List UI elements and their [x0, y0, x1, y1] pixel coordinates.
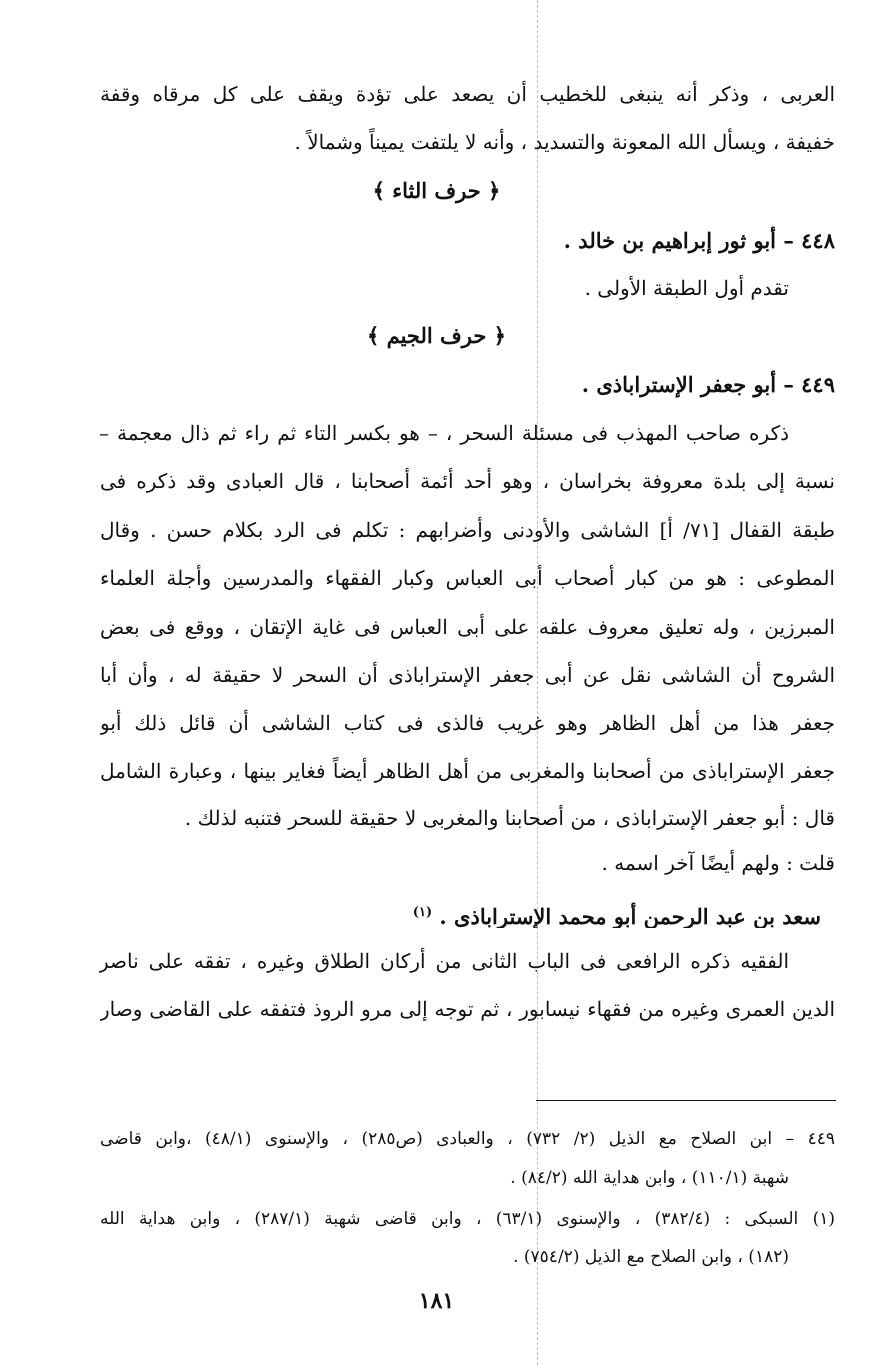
footnote-line: (١) السبكى : (٣٨٢/٤) ، والإسنوى (٦٣/١) ، وابن قاضى شهبة (٢٨٧/١) ، وابن هداية الله [100, 1209, 835, 1229]
entry-title-448: ٤٤٨ – أبو ثور إبراهيم بن خالد . [563, 228, 835, 253]
body-line: المبرزين ، وله تعليق معروف علقه على أبى العباس فى غاية الإتقان ، ووقع فى بعض [100, 615, 835, 639]
entry-title-saad-text: سعد بن عبد الرحمن أبو محمد الإستراباذى . [439, 904, 821, 928]
entry-title-saad [86, 898, 821, 928]
body-line: تقدم أول الطبقة الأولى . [584, 276, 789, 300]
section-heading-ta: ﴿ حرف الثاء ﴾ [372, 178, 501, 203]
section-heading-jim: ﴿ حرف الجيم ﴾ [367, 323, 506, 348]
body-line: نسبة إلى بلدة معروفة بخراسان ، وهو أحد أئمة أصحابنا ، قال العبادى وقد ذكره فى [100, 469, 835, 493]
footnote-line: ٤٤٩ – ابن الصلاح مع الذيل (٢/ ٧٣٢) ، والعبادى (ص٢٨٥) ، والإسنوى (٤٨/١) ،وابن قاضى [100, 1129, 835, 1149]
body-line: العربى ، وذكر أنه ينبغى للخطيب أن يصعد على تؤدة ويقف على كل مرقاه وقفة [100, 82, 835, 106]
body-line: الفقيه ذكره الرافعى فى الباب الثانى من أركان الطلاق وغيره ، تفقه على ناصر [99, 949, 789, 973]
body-line: قلت : ولهم أيضًا آخر اسمه . [601, 851, 835, 875]
page-number: ١٨١ [418, 1288, 455, 1314]
body-line: قال : أبو جعفر الإستراباذى ، من أصحابنا والمغربى لا حقيقة للسحر فتنبه لذلك . [184, 806, 835, 830]
footnote-reference: (١) [412, 905, 433, 920]
body-line: جعفر الإستراباذى من أصحابنا والمغربى من أهل الظاهر أيضاً فغاير بينها ، وعبارة الشامل [100, 759, 835, 783]
body-line: ذكره صاحب المهذب فى مسئلة السحر ، – هو بكسر التاء ثم راء ثم ذال معجمة – [99, 421, 789, 445]
body-line: جعفر هذا من أهل الظاهر وهو غريب فالذى فى كتاب الشاشى أن قائل ذلك أبو [100, 711, 835, 735]
body-line: خفيفة ، ويسأل الله المعونة والتسديد ، وأنه لا يلتفت يميناً وشمالاً . [294, 130, 835, 154]
footnote-line: (١٨٢) ، وابن الصلاح مع الذيل (٧٥٤/٢) . [513, 1247, 789, 1267]
entry-title-449: ٤٤٩ – أبو جعفر الإستراباذى . [581, 372, 835, 397]
footnote-separator [536, 1100, 836, 1101]
body-line: الدين العمرى وغيره من فقهاء نيسابور ، ثم توجه إلى مرو الروذ فتفقه على القاضى وصار [100, 997, 835, 1021]
body-line: المطوعى : هو من كبار أصحاب أبى العباس وكبار الفقهاء والمدرسين وأجلة العلماء [100, 566, 835, 590]
footnote-line: شهبة (١١٠/١) ، وابن هداية الله (٨٤/٢) . [510, 1168, 789, 1188]
body-line: طبقة القفال [٧١/ أ] الشاشى والأودنى وأضرابهم : تكلم فى الرد بكلام حسن . وقال [100, 518, 835, 542]
body-line: الشروح أن الشاشى نقل عن أبى جعفر الإستراباذى أن السحر لا حقيقة له ، وأن أبا [100, 663, 835, 687]
